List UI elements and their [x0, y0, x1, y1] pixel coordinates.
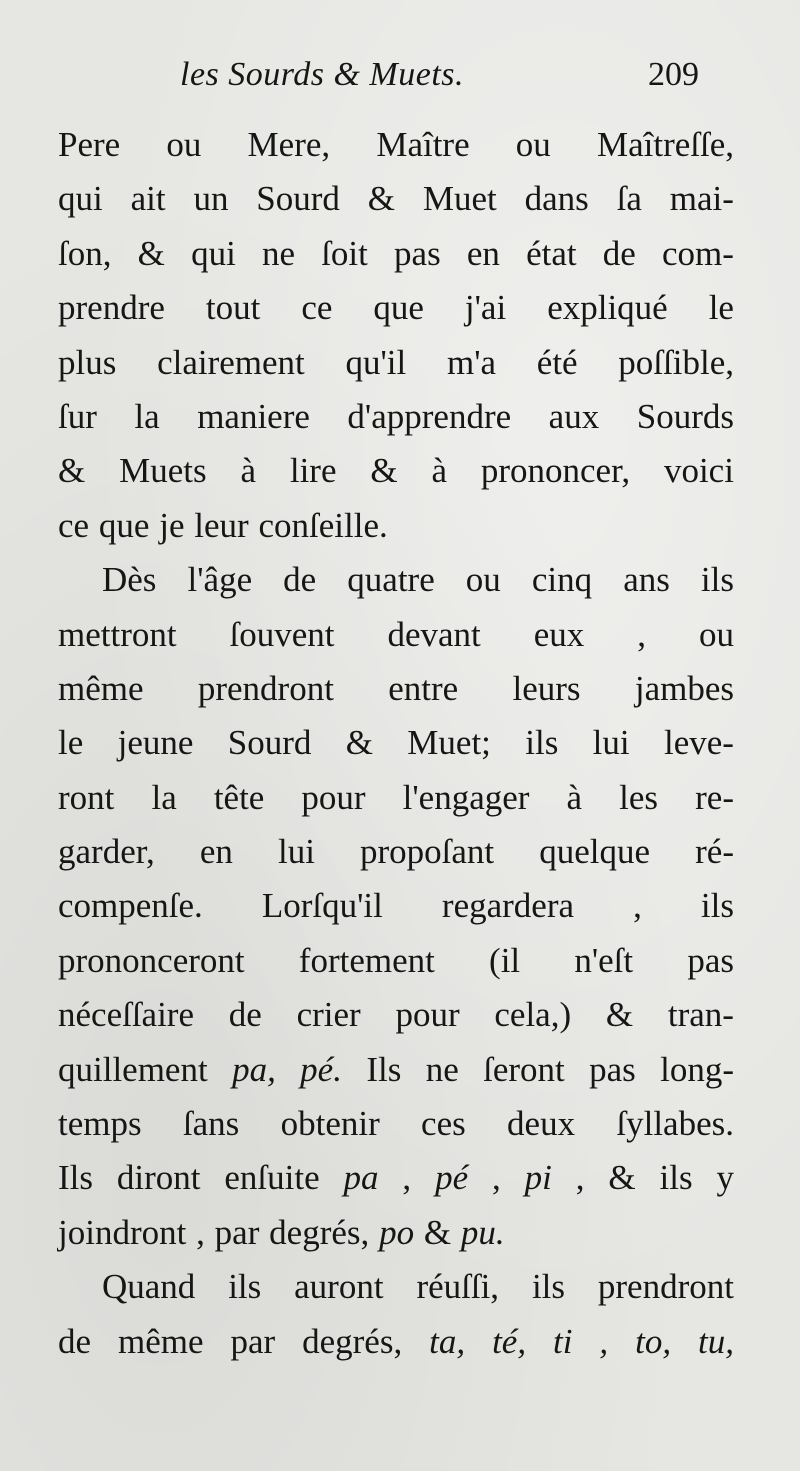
word: prendre	[58, 288, 165, 328]
word: que	[373, 288, 424, 328]
word: mettront	[58, 614, 177, 654]
body-text	[58, 118, 734, 1369]
text-line	[58, 390, 734, 444]
word: ils	[700, 886, 734, 926]
word: Muet	[422, 179, 497, 219]
word: diront	[116, 1158, 201, 1198]
text-line	[58, 172, 734, 226]
word: eux	[533, 614, 585, 654]
text-line	[58, 988, 734, 1042]
word: mai-	[669, 179, 734, 219]
word: à	[566, 777, 583, 817]
text-line	[58, 934, 734, 988]
word: tran-	[667, 995, 734, 1035]
word: le	[58, 723, 84, 763]
word: po	[379, 1212, 415, 1252]
word: de	[228, 995, 262, 1035]
word: auront	[294, 1267, 384, 1307]
word: aux	[548, 396, 600, 436]
word: poſſible,	[618, 342, 734, 382]
text-line	[58, 1206, 734, 1260]
word: Quand	[102, 1267, 196, 1307]
word: Lorſqu'il	[261, 886, 383, 926]
text-line	[58, 608, 734, 662]
word: &	[367, 179, 396, 219]
word: maniere	[197, 396, 310, 436]
word: obtenir	[280, 1104, 380, 1144]
word: entre	[388, 668, 459, 708]
word: qui	[58, 179, 103, 219]
word: d'apprendre	[347, 396, 512, 436]
word: ſans	[182, 1104, 240, 1144]
text-line	[58, 444, 734, 498]
word: même	[117, 1321, 204, 1361]
word: ce	[58, 505, 90, 545]
word: de	[58, 1321, 92, 1361]
word: &	[608, 1158, 636, 1198]
word: de	[602, 233, 636, 273]
word: Sourd	[227, 723, 312, 763]
word: prendront	[197, 668, 334, 708]
word: to,	[635, 1321, 672, 1361]
word: en	[199, 832, 233, 872]
word: ils	[700, 560, 734, 600]
word: pour	[301, 777, 366, 817]
word: clairement	[157, 342, 305, 382]
word: Ils	[366, 1049, 402, 1089]
word: à	[240, 451, 256, 491]
word: l'engager	[402, 777, 530, 817]
word: ſeront	[483, 1049, 565, 1089]
word: ou	[166, 125, 202, 164]
word: ne	[425, 1049, 459, 1089]
running-title: les Sourds & Muets.	[180, 56, 465, 93]
word: pas	[687, 940, 734, 980]
text-line	[58, 825, 734, 879]
word: leve-	[663, 723, 734, 763]
word: néceſſaire	[58, 995, 195, 1035]
word: lire	[289, 451, 337, 491]
word: tu,	[698, 1321, 734, 1361]
word: ,	[196, 1212, 205, 1252]
word: ,	[637, 614, 646, 654]
text-line	[58, 716, 734, 770]
word: ,	[633, 886, 642, 926]
word: ,	[575, 1158, 585, 1198]
word: par	[230, 1321, 276, 1361]
word: ils	[659, 1158, 693, 1198]
word: de	[283, 560, 317, 600]
word: Sourds	[636, 396, 734, 436]
text-line	[58, 1043, 734, 1097]
word: &	[137, 233, 165, 273]
word: jambes	[634, 668, 734, 708]
word: Dès	[102, 560, 157, 600]
word: pa	[343, 1158, 379, 1198]
word: n'eſt	[574, 940, 634, 980]
word: dans	[524, 179, 589, 219]
word: été	[536, 342, 578, 382]
word: à	[431, 451, 447, 491]
word: lui	[277, 832, 315, 872]
word: pu.	[460, 1212, 505, 1252]
text-line	[58, 118, 734, 172]
word: Maîtreſſe,	[596, 125, 734, 164]
text-line	[58, 771, 734, 825]
word: ſoit	[321, 233, 368, 273]
word: voici	[663, 451, 734, 491]
word: &	[345, 723, 373, 763]
word: le	[708, 288, 734, 328]
word: crier	[296, 995, 361, 1035]
text-line	[58, 553, 734, 607]
word: plus	[58, 342, 117, 382]
text-line	[58, 227, 734, 281]
word: j'ai	[464, 288, 507, 328]
word: re-	[695, 777, 734, 817]
text-line	[58, 499, 734, 553]
word: l'âge	[187, 560, 253, 600]
word: ſouvent	[229, 614, 335, 654]
word: ,	[402, 1158, 412, 1198]
word: Ils	[58, 1158, 93, 1198]
word: ſa	[616, 179, 642, 219]
word: ne	[261, 233, 296, 273]
word: m'a	[446, 342, 497, 382]
word: la	[151, 777, 177, 817]
word: ils	[228, 1267, 262, 1307]
word: Muets	[119, 451, 207, 491]
word: regardera	[441, 886, 575, 926]
word: ils	[531, 1267, 566, 1307]
word: lui	[592, 723, 630, 763]
word: ront	[58, 777, 115, 817]
word: &	[423, 1212, 452, 1252]
word: degrés,	[302, 1321, 403, 1361]
word: pas	[394, 233, 441, 273]
word: prendront	[597, 1267, 734, 1307]
word: ait	[130, 179, 166, 219]
word: degrés,	[269, 1212, 370, 1252]
text-line	[58, 662, 734, 716]
word: Mere,	[247, 125, 331, 164]
word: temps	[58, 1104, 142, 1144]
word: ou	[515, 125, 551, 164]
word: je	[159, 505, 185, 545]
word: état	[526, 233, 577, 273]
word: ſur	[58, 396, 97, 436]
word: que	[98, 505, 150, 545]
word: ils	[525, 723, 559, 763]
word: Sourd	[256, 179, 340, 219]
text-line	[58, 1260, 734, 1314]
word: propoſant	[360, 832, 495, 872]
word: expliqué	[547, 288, 668, 328]
word: ti	[553, 1321, 573, 1361]
word: qui	[191, 233, 236, 273]
word: com-	[662, 233, 734, 273]
word: cela,)	[494, 995, 572, 1035]
word: leurs	[512, 668, 581, 708]
word: quelque	[539, 832, 651, 872]
word: joindront	[58, 1212, 187, 1252]
word: ,	[599, 1321, 609, 1361]
word: pour	[395, 995, 460, 1035]
word: par	[214, 1212, 260, 1252]
word: tout	[205, 288, 261, 328]
word: pi	[524, 1158, 552, 1198]
word: deux	[507, 1104, 576, 1144]
word: ces	[421, 1104, 466, 1144]
word: té,	[492, 1321, 527, 1361]
word: Maître	[376, 125, 470, 164]
word: long-	[660, 1049, 734, 1089]
page-header	[0, 56, 800, 100]
word: en	[466, 233, 500, 273]
word: qu'il	[345, 342, 407, 382]
text-line	[58, 1315, 734, 1369]
word: ans	[623, 560, 670, 600]
word: prononcer,	[480, 451, 631, 491]
word: ſon,	[58, 233, 112, 273]
word: y	[716, 1158, 734, 1198]
word: jeune	[117, 723, 194, 763]
word: compenſe.	[58, 886, 203, 926]
word: leur	[194, 505, 249, 545]
word: pé.	[300, 1049, 342, 1089]
word: devant	[387, 614, 481, 654]
word: ſyllabes.	[616, 1104, 734, 1144]
text-line	[58, 879, 734, 933]
word: Pere	[58, 125, 121, 164]
word: conſeille.	[258, 505, 388, 545]
word: prononceront	[58, 940, 245, 980]
word: &	[58, 451, 86, 491]
text-line	[58, 1151, 734, 1205]
word: ta,	[429, 1321, 466, 1361]
text-line	[58, 1097, 734, 1151]
word: un	[193, 179, 229, 219]
word: pas	[589, 1049, 636, 1089]
word: quatre	[347, 560, 435, 600]
word: quillement	[58, 1049, 208, 1089]
word: la	[134, 396, 160, 436]
word: &	[370, 451, 398, 491]
word: tête	[213, 777, 265, 817]
text-line	[58, 336, 734, 390]
word: cinq	[531, 560, 593, 600]
word: fortement	[298, 940, 435, 980]
word: pa,	[232, 1049, 276, 1089]
word: ,	[492, 1158, 501, 1198]
word: les	[619, 777, 659, 817]
word: ou	[698, 614, 734, 654]
word: même	[58, 668, 144, 708]
word: ce	[301, 288, 333, 328]
word: réuſſi,	[416, 1267, 500, 1307]
word: (il	[489, 940, 521, 980]
word: enſuite	[224, 1158, 320, 1198]
text-line	[58, 281, 734, 335]
word: Muet;	[407, 723, 491, 763]
word: &	[605, 995, 634, 1035]
word: garder,	[58, 832, 155, 872]
page-number: 209	[648, 56, 699, 93]
word: ré-	[695, 832, 734, 872]
word: ou	[465, 560, 501, 600]
word: pé	[435, 1158, 469, 1198]
